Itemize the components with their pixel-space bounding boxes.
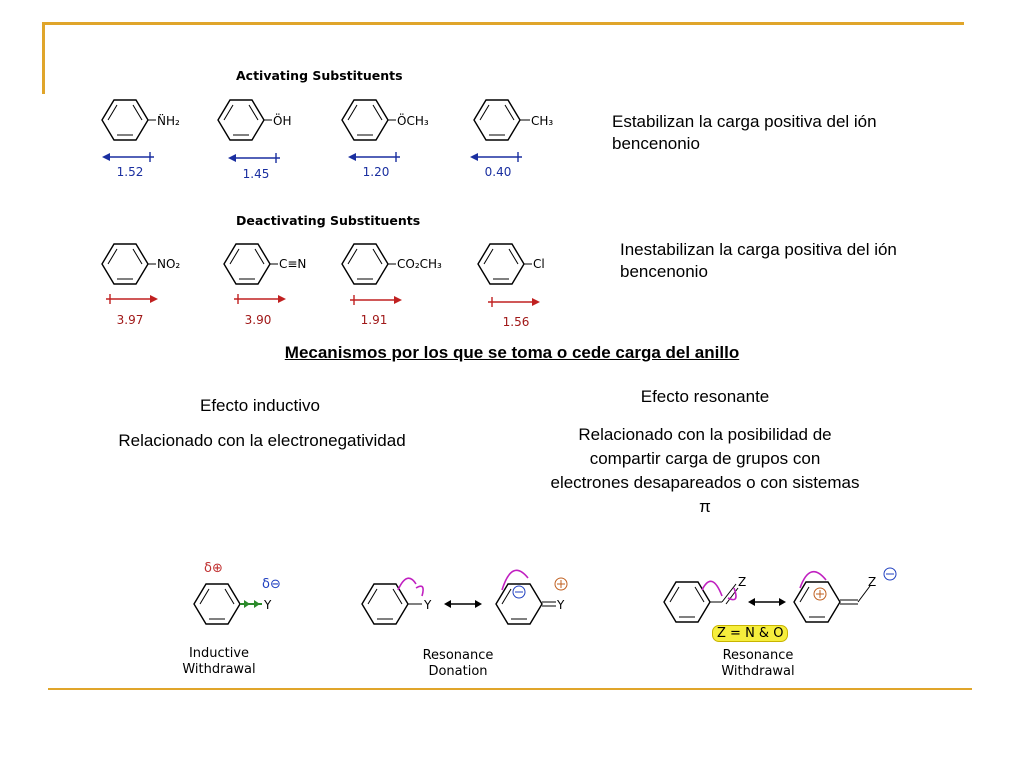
inductive-title: Efecto inductivo xyxy=(199,396,320,415)
activating-value: 1.20 xyxy=(362,165,390,179)
inductive-caption: Inductive Withdrawal xyxy=(182,646,256,677)
resonant-title: Efecto resonante xyxy=(640,387,770,406)
substituent-label: ÖCH₃ xyxy=(397,114,429,128)
group-label: Z xyxy=(738,575,747,589)
group-label: Y xyxy=(264,598,272,612)
deactivating-arrow xyxy=(228,292,288,306)
deactivating-arrow xyxy=(482,295,542,309)
substituent-label: C≡N xyxy=(279,257,307,271)
benzonitrile-structure xyxy=(212,236,312,292)
delta-plus-label: δ⊕ xyxy=(204,561,223,576)
deactivating-value: 1.56 xyxy=(502,315,530,329)
resonance-withdrawal-caption: Resonance Withdrawal xyxy=(721,648,795,679)
resonance-donation-caption: Resonance Donation xyxy=(422,648,494,679)
z-definition-badge: Z = N & O xyxy=(712,625,788,642)
aniline-structure xyxy=(90,92,200,148)
substituent-label: N̈H₂ xyxy=(157,114,180,128)
methyl-benzoate-structure xyxy=(330,236,460,292)
mechanisms-heading: Mecanismos por los que se toma o cede carga del anillo xyxy=(284,343,740,362)
slide-top-rule xyxy=(42,22,964,25)
resonant-description: Relacionado con la posibilidad de compartir carga de grupos con electrones desapareados o con sistemas π xyxy=(550,425,860,516)
deactivating-value: 3.90 xyxy=(244,313,272,327)
phenol-structure xyxy=(206,92,306,148)
delta-minus-label: δ⊖ xyxy=(262,577,281,592)
substituent-label: CO₂CH₃ xyxy=(397,257,442,271)
inductive-withdrawal-diagram xyxy=(184,560,304,640)
activating-arrow xyxy=(346,150,406,164)
activating-title: Activating Substituents xyxy=(236,68,403,83)
slide-left-rule xyxy=(42,22,45,94)
inductive-description: Relacionado con la electronegatividad xyxy=(118,431,406,450)
activating-arrow xyxy=(100,150,160,164)
substituent-label: CH₃ xyxy=(531,114,554,128)
group-label: Y xyxy=(557,598,565,612)
activating-value: 1.52 xyxy=(116,165,144,179)
substituent-label: NO₂ xyxy=(157,257,181,271)
deactivating-title: Deactivating Substituents xyxy=(236,213,421,228)
activating-value: 1.45 xyxy=(242,167,270,181)
activating-value: 0.40 xyxy=(484,165,512,179)
substituent-label: Cl xyxy=(533,257,545,271)
deactivating-arrow xyxy=(100,292,160,306)
anisole-structure xyxy=(330,92,440,148)
deactivating-value: 3.97 xyxy=(116,313,144,327)
deactivating-value: 1.91 xyxy=(360,313,388,327)
deactivating-arrow xyxy=(344,293,404,307)
chlorobenzene-structure xyxy=(466,236,566,292)
resonance-donation-diagram xyxy=(352,560,592,640)
activating-note: Estabilizan la carga positiva del ión bencenonio xyxy=(612,112,877,153)
substituent-label: ÖH xyxy=(273,114,292,128)
slide-bottom-rule xyxy=(48,688,972,690)
nitrobenzene-structure xyxy=(90,236,200,292)
activating-arrow xyxy=(468,150,528,164)
deactivating-note: Inestabilizan la carga positiva del ión bencenonio xyxy=(620,240,897,281)
activating-arrow xyxy=(226,151,286,165)
group-label: Z xyxy=(868,575,877,589)
group-label: Y xyxy=(424,598,432,612)
toluene-structure xyxy=(462,92,572,148)
